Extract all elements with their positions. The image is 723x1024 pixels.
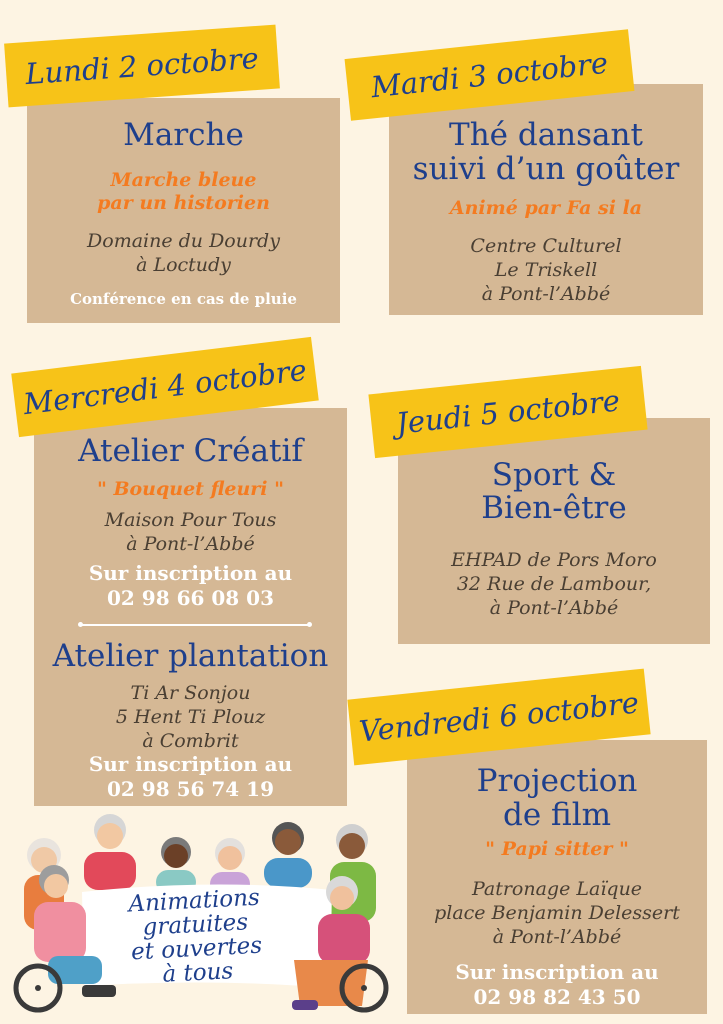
monday-day: Lundi 2 octobre [24,40,260,92]
monday-place-1: Domaine du Dourdy [87,230,280,252]
thursday-place-3: à Pont-l’Abbé [489,597,619,619]
friday-place-3: à Pont-l’Abbé [492,926,622,948]
wednesday-place-2b: 5 Hent Ti Plouz [115,706,266,728]
wednesday-place-1a: Maison Pour Tous [104,509,277,531]
thursday-title-2: Bien-être [481,490,627,526]
wednesday-title-1: Atelier Créatif [78,433,303,469]
wednesday-place-2a: Ti Ar Sonjou [130,682,251,704]
banner-line-2: gratuites [142,909,249,941]
wednesday-title-2: Atelier plantation [52,638,329,674]
friday-place-2: place Benjamin Delessert [434,902,680,924]
thursday-card [398,418,710,644]
tuesday-place-2: Le Triskell [494,259,598,281]
wednesday-subtitle-1: " Bouquet fleuri " [96,478,285,500]
tuesday-subtitle: Animé par Fa si la [449,197,643,219]
senior-back-2 [84,814,136,890]
wednesday-inscription-2a: Sur inscription au [88,752,293,776]
monday-title: Marche [123,117,244,153]
thursday-place-1: EHPAD de Pors Moro [451,549,657,571]
friday-inscription-2: 02 98 82 43 50 [473,985,641,1009]
friday-title-1: Projection [476,763,638,799]
monday-place-2: à Loctudy [136,254,231,276]
monday-subtitle-2: par un historien [97,192,270,214]
banner-text [94,884,299,990]
banner-line-4: à tous [161,958,234,988]
banner-line-3: et ouvertes [130,932,263,966]
wednesday-card [34,408,347,806]
monday-note: Conférence en cas de pluie [70,290,297,308]
friday-subtitle: " Papi sitter " [485,838,629,860]
thursday-title-1: Sport & [491,457,617,493]
tuesday-title-2: suivi d’un goûter [412,151,680,187]
friday-title-2: de film [502,797,612,833]
tuesday-title-1: Thé dansant [449,117,643,153]
senior-back-5 [264,822,312,888]
tuesday-day: Mardi 3 octobre [369,45,610,105]
tuesday-place-3: à Pont-l’Abbé [481,283,611,305]
friday-card [407,740,707,1014]
wednesday-day: Mercredi 4 octobre [21,352,309,422]
wednesday-place-2c: à Combrit [142,730,239,752]
monday-subtitle-1: Marche bleue [110,169,257,191]
friday-day: Vendredi 6 octobre [357,685,641,749]
monday-day-ribbon [4,25,280,108]
thursday-day: Jeudi 5 octobre [394,383,622,441]
wednesday-divider [80,624,310,626]
thursday-place-2: 32 Rue de Lambour, [456,573,652,595]
friday-place-1: Patronage Laïque [471,878,643,900]
wednesday-inscription-1b: 02 98 66 08 03 [106,586,274,610]
banner-line-1: Animations [127,884,261,918]
wednesday-place-1b: à Pont-l’Abbé [126,533,255,555]
monday-card [27,98,340,323]
friday-inscription-1: Sur inscription au [455,960,659,984]
wednesday-inscription-1a: Sur inscription au [88,561,293,585]
tuesday-place-1: Centre Culturel [470,235,622,257]
tuesday-card [389,84,703,315]
wednesday-inscription-2b: 02 98 56 74 19 [106,777,274,801]
